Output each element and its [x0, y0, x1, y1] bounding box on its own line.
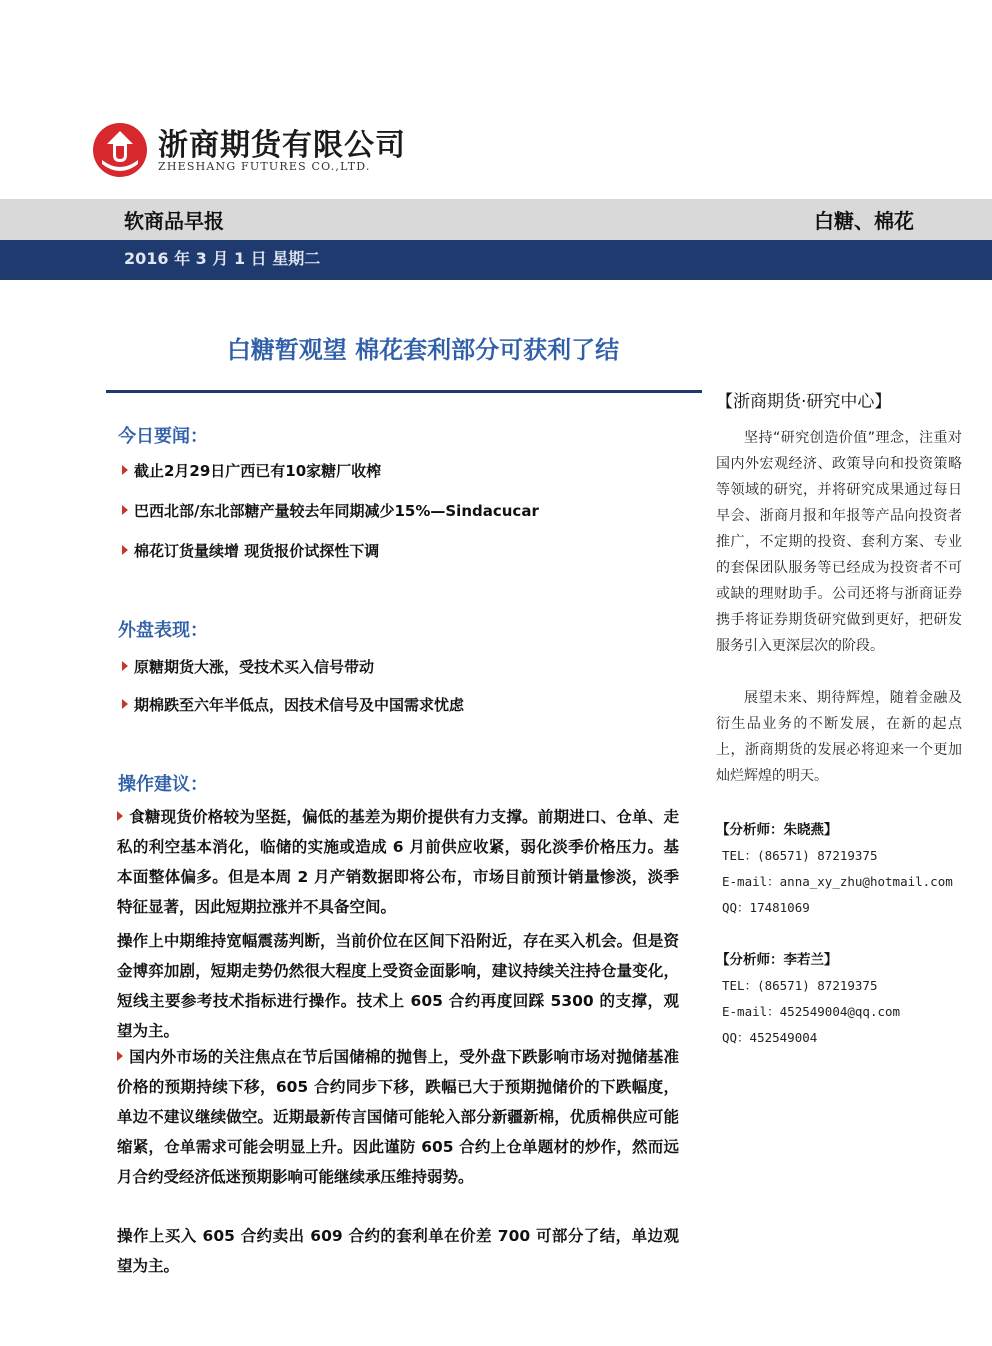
bullet-triangle-icon — [122, 465, 128, 475]
advice-heading: 操作建议： — [118, 774, 208, 795]
analyst-email[interactable]: E-mail：452549004@qq.com — [722, 1004, 901, 1019]
overseas-item: 原糖期货大涨，受技术买入信号带动 — [122, 656, 374, 677]
research-center-outlook: 展望未来、期待辉煌，随着金融及衍生品业务的不断发展，在新的起点上，浙商期货的发展必将迎来一个更加灿烂辉煌的明天。 — [716, 690, 962, 784]
title-divider — [106, 390, 702, 393]
company-name-en: ZHESHANG FUTURES CO.,LTD. — [158, 160, 371, 173]
sugar-operation: 操作上中期维持宽幅震荡判断，当前价位在区间下沿附近，存在买入机会。但是资金博弈加剧，短期走势仍然很大程度上受资金面影响，建议持续关注持仓量变化，短线主要参考技术指标进行操作。技术上 605 合约再度回踩 5300 的支撑，观望为主。 — [117, 932, 679, 1040]
analyst-qq: QQ：17481069 — [722, 900, 810, 915]
analyst-heading: 【分析师：李若兰】 — [716, 952, 838, 968]
cotton-operation: 操作上买入 605 合约卖出 609 合约的套利单在价差 700 可部分了结，单边观望为主。 — [117, 1227, 679, 1275]
bullet-triangle-icon — [122, 661, 128, 671]
analyst-email[interactable]: E-mail：anna_xy_zhu@hotmail.com — [722, 874, 953, 889]
report-subject: 白糖、棉花 — [814, 209, 914, 233]
overseas-heading: 外盘表现： — [118, 620, 208, 641]
news-item: 巴西北部/东北部糖产量较去年同期减少15%—Sindacucar — [122, 500, 539, 521]
overseas-item: 期棉跌至六年半低点，因技术信号及中国需求忧虑 — [122, 694, 464, 715]
company-name-cn: 浙商期货有限公司 — [158, 128, 406, 163]
bullet-triangle-icon — [122, 505, 128, 515]
bullet-triangle-icon — [117, 811, 123, 821]
report-date: 2016 年 3 月 1 日 星期二 — [124, 249, 321, 268]
news-heading: 今日要闻： — [118, 426, 208, 447]
page-title: 白糖暂观望 棉花套利部分可获利了结 — [226, 336, 620, 364]
research-center-intro: 坚持“研究创造价值”理念，注重对国内外宏观经济、政策导向和投资策略等领域的研究，并将研究成果通过每日早会、浙商月报和年报等产品向投资者推广，不定期的投资、套利方案、专业的套保团队服务等已经成为投资者不可或缺的理财助手。公司还将与浙商证券携手将证券期货研究做到更好，把研发服务引入更深层次的阶段。 — [716, 430, 962, 654]
bullet-triangle-icon — [117, 1051, 123, 1061]
analyst-tel: TEL：(86571) 87219375 — [722, 978, 878, 993]
sugar-analysis: 食糖现货价格较为坚挺，偏低的基差为期价提供有力支撑。前期进口、仓单、走私的利空基本消化，临储的实施或造成 6 月前供应收紧，弱化淡季价格压力。基本面整体偏多。但是本周 2 月产销数据即将公布，市场目前预计销量惨淡，淡季特征显著，因此短期拉涨并不具备空间。 — [117, 808, 679, 916]
analyst-heading: 【分析师：朱晓燕】 — [716, 822, 838, 838]
analyst-qq: QQ：452549004 — [722, 1030, 818, 1045]
research-center-title: 【浙商期货·研究中心】 — [716, 392, 892, 412]
bullet-triangle-icon — [122, 699, 128, 709]
news-item: 截止2月29日广西已有10家糖厂收榨 — [122, 460, 381, 481]
zheshang-logo-icon — [92, 122, 148, 178]
analyst-tel: TEL：(86571) 87219375 — [722, 848, 878, 863]
bullet-triangle-icon — [122, 545, 128, 555]
cotton-analysis: 国内外市场的关注焦点在节后国储棉的抛售上，受外盘下跌影响市场对抛储基准价格的预期持续下移，605 合约同步下移，跌幅已大于预期抛储价的下跌幅度，单边不建议继续做空。近期最新传言国储可能轮入部分新疆新棉，优质棉供应可能缩紧，仓单需求可能会明显上升。因此谨防 605 合约上仓单题材的炒作，然而远月合约受经济低迷预期影响可能继续承压维持弱势。 — [117, 1048, 679, 1186]
report-type: 软商品早报 — [124, 209, 224, 233]
news-item: 棉花订货量续增 现货报价试探性下调 — [122, 540, 379, 561]
